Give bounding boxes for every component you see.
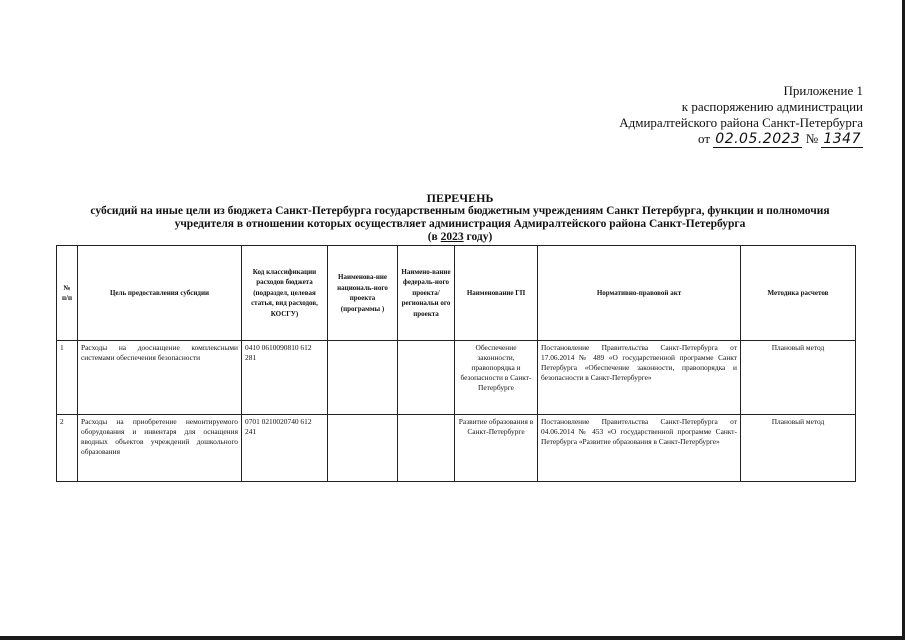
row-number: 2	[57, 415, 78, 482]
appendix-block	[619, 83, 863, 148]
header-code: Код классификации расходов бюджета (подраздел, целевая статья, вид расходов, КОСГУ)	[242, 246, 328, 341]
row-method: Плановый метод	[741, 341, 856, 415]
year-value: 2023	[440, 231, 464, 243]
document-title	[60, 192, 860, 244]
row-code: 0410 0610090810 612 281	[242, 341, 328, 415]
header-legal-act: Нормативно-правовой акт	[538, 246, 741, 341]
row-goal: Расходы на дооснащение комплексными системами обеспечения безопасности	[78, 341, 242, 415]
header-goal: Цель предоставления субсидии	[78, 246, 242, 341]
row-national-project	[328, 341, 398, 415]
row-goal: Расходы на приобретение немонтируемого оборудования и инвентаря для оснащения вводных объектов учреждений дошкольного образования	[78, 415, 242, 482]
row-number: 1	[57, 341, 78, 415]
table-header-row	[57, 246, 856, 341]
header-federal-project: Наимено-вание федераль-ного проекта/ региональн ого проекта	[398, 246, 455, 341]
row-gp: Развитие образования в Санкт-Петербурге	[455, 415, 538, 482]
title-line-3: учредителя в отношении которых осуществляет администрация Адмиралтейского района Санкт-Петербурга	[174, 218, 746, 230]
number-label: №	[805, 131, 819, 146]
table-row	[57, 415, 856, 482]
subsidies-table	[56, 245, 856, 482]
title-heading: ПЕРЕЧЕНЬ	[426, 191, 494, 205]
appendix-line-2: к распоряжению администрации	[681, 99, 863, 114]
appendix-title: Приложение 1	[783, 83, 863, 98]
appendix-date-line	[619, 131, 863, 148]
header-national-project: Наименова-ние националь-ного проекта (программы )	[328, 246, 398, 341]
handwritten-date: 02.05.2023	[715, 131, 801, 147]
row-legal-act: Постановление Правительства Санкт-Петербурга от 17.06.2014 № 489 «О государственной программе Санкт Петербурга «Обеспечение законности, правопорядка и безопасности в Санкт-Петербурге»	[538, 341, 741, 415]
title-line-2: субсидий на иные цели из бюджета Санкт-Петербурга государственным бюджетным учреждениям Санкт Петербурга, функции и полномочия	[90, 205, 830, 217]
row-legal-act: Постановление Правительства Санкт-Петербурга от 04.06.2014 № 453 «О государственной программе Санкт-Петербурга «Развитие образования в Санкт-Петербурге»	[538, 415, 741, 482]
row-federal-project	[398, 415, 455, 482]
header-method: Методика расчетов	[741, 246, 856, 341]
appendix-line-3: Адмиралтейского района Санкт-Петербурга	[619, 115, 863, 130]
row-gp: Обеспечение законности, правопорядка и безопасности в Санкт-Петербурге	[455, 341, 538, 415]
header-number: № п/п	[57, 246, 78, 341]
from-label: от	[698, 131, 711, 146]
year-prefix: (в	[427, 231, 441, 243]
row-method: Плановый метод	[741, 415, 856, 482]
handwritten-number: 1347	[823, 131, 861, 147]
year-suffix: году)	[463, 231, 493, 243]
row-national-project	[328, 415, 398, 482]
header-gp: Наименование ГП	[455, 246, 538, 341]
row-code: 0701 0210020740 612 241	[242, 415, 328, 482]
table-row	[57, 341, 856, 415]
title-year-line	[60, 231, 860, 244]
row-federal-project	[398, 341, 455, 415]
